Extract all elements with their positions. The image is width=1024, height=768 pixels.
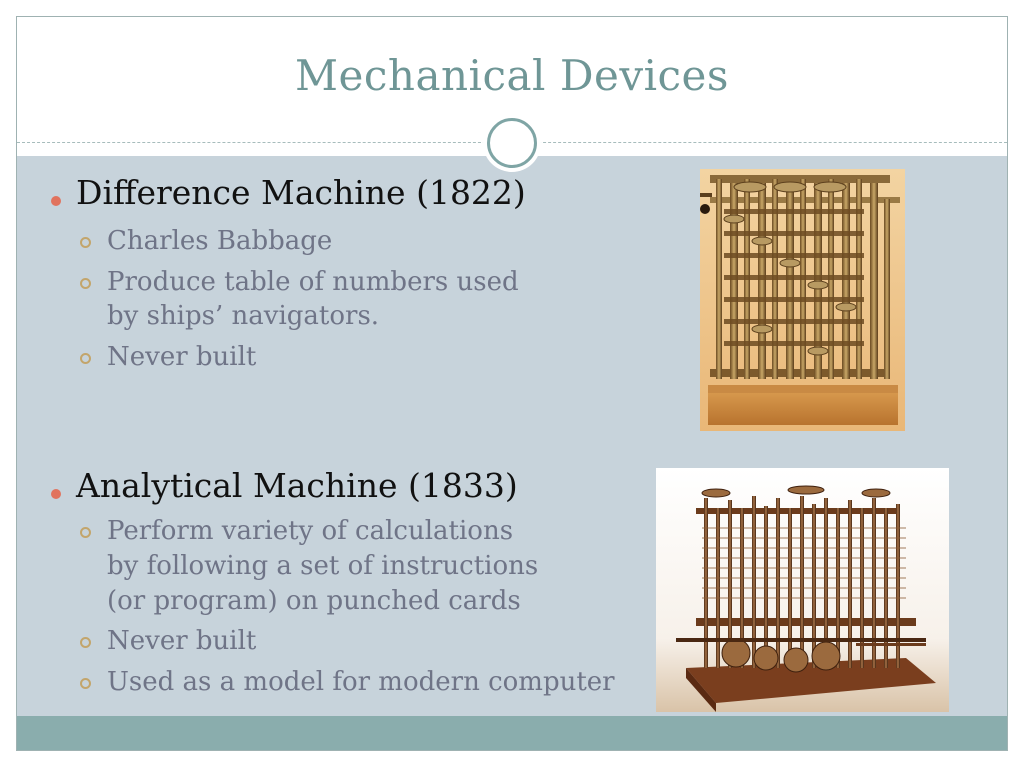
section-heading-difference-machine: Difference Machine (1822) [76,173,526,212]
analytical-engine-photo [656,468,949,712]
sub-bullet-perform-calculations: Perform variety of calculations [107,516,514,546]
content-area [17,156,1007,716]
slide [16,16,1008,751]
sub-bullet-never-built-2: Never built [107,626,257,656]
sub-bullet-produce-table-cont: by ships’ navigators. [107,301,380,331]
ring-icon [487,118,537,168]
bullet-dot-icon [51,489,61,499]
difference-engine-photo [700,169,905,431]
bullet-dot-icon [51,196,61,206]
sub-bullet-icon [80,278,91,289]
slide-title: Mechanical Devices [295,51,729,100]
title-divider-circle-icon [483,114,541,172]
sub-bullet-charles-babbage: Charles Babbage [107,226,333,256]
sub-bullet-icon [80,353,91,364]
sub-bullet-icon [80,237,91,248]
sub-bullet-perform-calculations-cont2: (or program) on punched cards [107,586,521,616]
sub-bullet-model-modern-computer: Used as a model for modern computer [107,667,615,697]
sub-bullet-produce-table: Produce table of numbers used [107,267,519,297]
sub-bullet-icon [80,527,91,538]
sub-bullet-icon [80,678,91,689]
sub-bullet-never-built-1: Never built [107,342,257,372]
footer-bar [17,716,1007,750]
sub-bullet-icon [80,637,91,648]
sub-bullet-perform-calculations-cont: by following a set of instructions [107,551,539,581]
section-heading-analytical-machine: Analytical Machine (1833) [76,466,518,505]
